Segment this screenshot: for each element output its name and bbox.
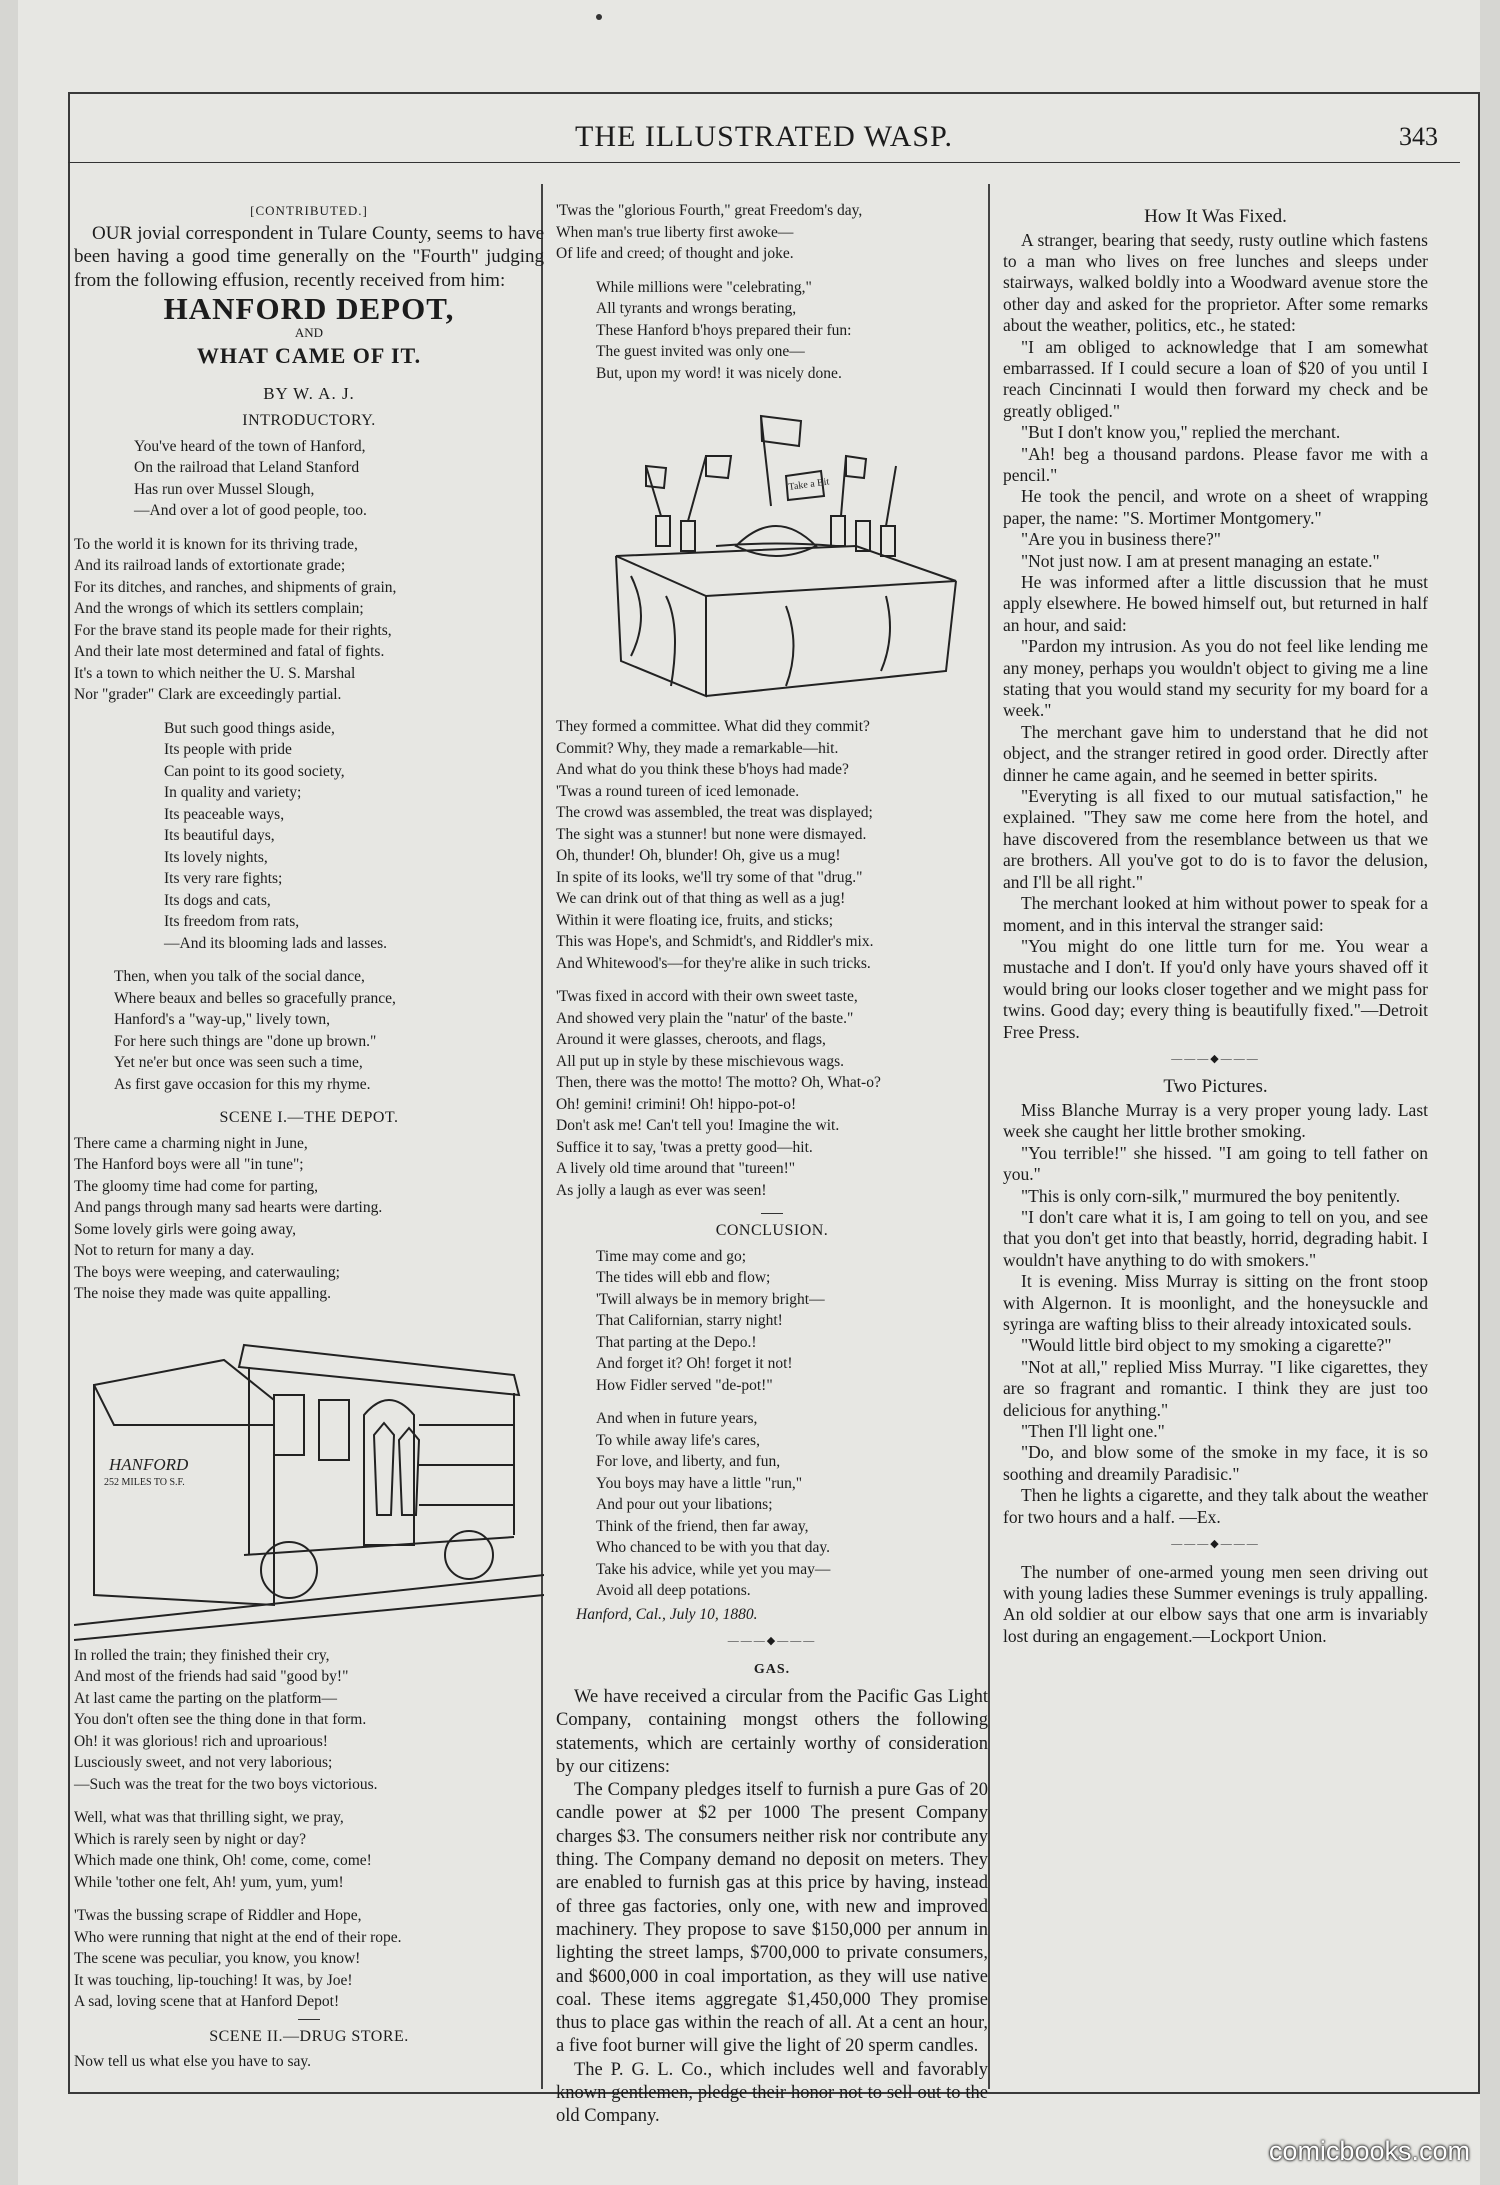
verse-line: Its freedom from rats,	[164, 913, 300, 930]
verse-line: Oh! it was glorious! rich and uproarious!	[74, 1732, 328, 1750]
article-title: Two Pictures.	[1163, 1076, 1268, 1098]
verse-line: Don't ask me! Can't tell you! Imagine the wit.	[556, 1117, 840, 1134]
paragraph: "I don't care what it is, I am going to tell on you, and see that you don't get into that beastly, horrid, degrading habit. I wouldn't have anything to do with smokers."	[1003, 1206, 1428, 1270]
verse-line: Some lovely girls were going away,	[74, 1220, 296, 1238]
verse-line: Its beautiful days,	[164, 827, 275, 844]
paragraph: "This is only corn-silk," murmured the boy penitently.	[1021, 1185, 1401, 1206]
poem-subtitle: WHAT CAME OF IT.	[196, 343, 422, 368]
paragraph: It is evening. Miss Murray is sitting on the front stoop with Algernon. It is moonlight, and the honeysuckle and syringa are wafting bliss to their already intoxicated souls.	[1003, 1271, 1428, 1334]
depot-train-illustration	[74, 1305, 544, 1645]
verse-line: And Whitewood's—for they're alike in such tricks.	[556, 954, 871, 972]
verse-line: Oh! gemini! crimini! Oh! hippo-pot-o!	[556, 1095, 797, 1113]
verse-line: And showed very plain the "natur' of the baste."	[556, 1009, 854, 1027]
verse-line: Think of the friend, then far away,	[596, 1517, 809, 1535]
verse-line: The tides will ebb and flow;	[596, 1269, 771, 1286]
verse-line: To while away life's cares,	[596, 1431, 760, 1449]
verse-line: The scene was peculiar, you know, you know!	[74, 1950, 361, 1967]
column-3	[1003, 200, 1428, 1647]
stanza	[74, 534, 544, 706]
paragraph: We have received a circular from the Pacific Gas Light Company, containing mongst others the following statements, which are certainly worthy of consideration by our citizens:	[556, 1687, 988, 1777]
verse-line: 'Twas the bussing scrape of Riddler and Hope,	[74, 1907, 362, 1924]
verse-line: And most of the friends had said "good by!"	[74, 1668, 349, 1685]
paragraph: "Are you in business there?"	[1021, 529, 1221, 550]
publication-title: THE ILLUSTRATED WASP.	[575, 120, 953, 153]
verse-line: They formed a committee. What did they commit?	[556, 718, 870, 735]
verse-line: And pour out your libations;	[596, 1496, 773, 1513]
paragraph: "You terrible!" she hissed. "I am going to tell father on you."	[1003, 1142, 1428, 1185]
gas-article	[556, 1686, 988, 2129]
paragraph: "Then I'll light one."	[1021, 1421, 1165, 1442]
verse-line: As jolly a laugh as ever was seen!	[556, 1181, 767, 1199]
verse-line: Oh, thunder! Oh, blunder! Oh, give us a mug!	[556, 847, 841, 864]
poem-title: HANFORD DEPOT,	[163, 291, 455, 326]
verse-line: For its ditches, and ranches, and shipments of grain,	[74, 578, 397, 596]
column-rule-2	[988, 184, 990, 2089]
verse-line: Well, what was that thrilling sight, we pray,	[74, 1809, 344, 1826]
divider	[298, 2019, 320, 2020]
paragraph: "Not at all," replied Miss Murray. "I like cigarettes, they are so fragrant and romantic. I think they are just too delicious for anything."	[1003, 1356, 1428, 1420]
verse-line: —Such was the treat for the two boys victorious.	[74, 1775, 378, 1793]
paragraph: The merchant gave him to understand that he did not object, and the stranger retired in good order. Directly after dinner he came again, and he seemed in better spirits.	[1003, 721, 1428, 785]
verse-line: Its people with pride	[164, 741, 292, 758]
verse-line: Within it were floating ice, fruits, and sticks;	[556, 911, 834, 929]
verse-line: You boys may have a little "run,"	[596, 1474, 803, 1492]
divider	[761, 1213, 783, 1214]
scene-2-heading: SCENE II.—DRUG STORE.	[209, 2027, 409, 2045]
verse-line: Hanford's a "way-up," lively town,	[114, 1011, 331, 1028]
paragraph: He took the pencil, and wrote on a sheet of wrapping paper, the name: "S. Mortimer Montgomery."	[1003, 486, 1428, 528]
verse-line: And the wrongs of which its settlers complain;	[74, 600, 364, 617]
stanza	[556, 716, 988, 974]
conclusion-heading: CONCLUSION.	[715, 1222, 829, 1239]
page-header	[68, 118, 1460, 163]
verse-line: And when in future years,	[596, 1410, 758, 1427]
verse-line: Take his advice, while yet you may—	[596, 1560, 831, 1578]
verse-line: You've heard of the town of Hanford,	[134, 437, 366, 455]
verse-line: But, upon my word! it was nicely done.	[596, 364, 842, 382]
article-title: How It Was Fixed.	[1144, 206, 1287, 227]
verse-line: All put up in style by these mischievous wags.	[556, 1052, 845, 1070]
verse-line: Its peaceable ways,	[164, 805, 285, 823]
signoff: Hanford, Cal., July 10, 1880.	[576, 1605, 758, 1623]
verse-line: Who chanced to be with you that day.	[596, 1539, 831, 1556]
verse-line: Has run over Mussel Slough,	[134, 480, 315, 498]
verse-line: Where beaux and belles so gracefully prance,	[114, 989, 396, 1007]
stanza	[556, 200, 988, 265]
paragraph: "I am obliged to acknowledge that I am somewhat embarrassed. If I could secure a loan of $20 of you until I reach Cincinnati I would then forward my check and be greatly obliged."	[1003, 336, 1428, 421]
contributed-tag: [CONTRIBUTED.]	[250, 203, 368, 218]
verse-line: All tyrants and wrongs berating,	[596, 300, 797, 317]
verse-line: And pangs through many sad hearts were darting.	[74, 1199, 383, 1216]
stanza	[74, 718, 544, 955]
verse-line: —And its blooming lads and lasses.	[164, 934, 388, 952]
ornament-divider: ———◆———	[1171, 1538, 1260, 1551]
verse-line: —And over a lot of good people, too.	[134, 502, 367, 519]
verse-line: For love, and liberty, and fun,	[596, 1453, 781, 1470]
verse-line: Then, when you talk of the social dance,	[114, 968, 365, 985]
verse-line: At last came the parting on the platform—	[74, 1689, 337, 1707]
paragraph: The number of one-armed young men seen driving out with young ladies these Summer evenings is truly appalling. An old soldier at our elbow says that one arm is invariably lost during an engagement.—Lockport Union.	[1003, 1561, 1428, 1646]
verse-line: Not to return for many a day.	[74, 1242, 255, 1259]
verse-line: The sight was a stunner! but none were dismayed.	[556, 825, 867, 843]
verse-line: It's a town to which neither the U. S. Marshal	[74, 664, 356, 682]
depot-sign-distance: 252 MILES TO S.F.	[104, 1476, 185, 1488]
newspaper-page	[18, 0, 1480, 2185]
stanza	[556, 1246, 988, 1397]
ornament-divider: ———◆———	[727, 1635, 817, 1647]
paragraph: "You might do one little turn for me. You wear a mustache and I don't. If you'd only have yours shaved off it would bring our looks closer together and we might pass for twins. Good day; every thing is beautifully fixed."—Detroit Free Press.	[1003, 935, 1428, 1042]
verse-line: These Hanford b'hoys prepared their fun:	[596, 321, 852, 339]
stanza	[74, 966, 544, 1095]
byline: BY W. A. J.	[263, 383, 355, 403]
column-2	[556, 200, 988, 2129]
verse-line: On the railroad that Leland Stanford	[134, 459, 360, 476]
paragraph: "But I don't know you," replied the merchant.	[1021, 422, 1341, 443]
section-introductory: INTRODUCTORY.	[242, 412, 376, 429]
verse-line: Now tell us what else you have to say.	[74, 2053, 312, 2070]
depot-sign: HANFORD	[109, 1454, 189, 1474]
verse-line: In quality and variety;	[164, 784, 302, 801]
verse-line: Around it were glasses, cheroots, and flags,	[556, 1031, 826, 1048]
verse-line: 'Twill always be in memory bright—	[596, 1290, 825, 1308]
intro-paragraph: OUR jovial correspondent in Tulare County, seems to have been having a good time generally on the "Fourth" judging from the following effusion, recently received from him:	[74, 222, 544, 291]
verse-line: Then, there was the motto! The motto? Oh, What-o?	[556, 1074, 881, 1091]
verse-line: Can point to its good society,	[164, 762, 345, 780]
verse-line: You don't often see the thing done in that form.	[74, 1711, 367, 1728]
paragraph: The merchant looked at him without power to speak for a moment, and in this interval the stranger said:	[1003, 893, 1428, 935]
stanza	[74, 1905, 544, 2013]
stanza	[556, 277, 988, 385]
paragraph: A stranger, bearing that seedy, rusty outline which fastens to a man who lives on free lunches and sleeps under stairways, walked boldly into a Woodward avenue store the other day and asked for the proprietor. After some remarks about the weather, politics, etc., he stated:	[1003, 229, 1428, 336]
verse-line: There came a charming night in June,	[74, 1134, 308, 1152]
verse-line: In rolled the train; they finished their cry,	[74, 1646, 330, 1664]
verse-line: To the world it is known for its thriving trade,	[74, 535, 358, 553]
verse-line: How Fidler served "de-pot!"	[596, 1376, 773, 1394]
verse-line: Time may come and go;	[596, 1247, 747, 1265]
stanza	[556, 986, 988, 1201]
verse-line: Which is rarely seen by night or day?	[74, 1830, 306, 1848]
verse-line: Yet ne'er but once was seen such a time,	[114, 1054, 363, 1071]
paragraph: "Ah! beg a thousand pardons. Please favor me with a pencil."	[1003, 443, 1428, 485]
scene-1-heading: SCENE I.—THE DEPOT.	[219, 1109, 399, 1126]
verse-line: The gloomy time had come for parting,	[74, 1177, 319, 1195]
verse-line: 'Twas fixed in accord with their own sweet taste,	[556, 988, 858, 1005]
ornament-divider: ———◆———	[1171, 1052, 1260, 1065]
verse-line: That parting at the Depo.!	[596, 1333, 757, 1351]
verse-line: As first gave occasion for this my rhyme.	[114, 1075, 371, 1093]
verse-line: Who were running that night at the end of their rope.	[74, 1928, 402, 1946]
tureen-table-illustration	[556, 396, 988, 716]
verse-line: This was Hope's, and Schmidt's, and Riddler's mix.	[556, 933, 874, 950]
verse-line: For here such things are "done up brown."	[114, 1032, 377, 1050]
tureen-sign: Take a Bit	[787, 476, 830, 493]
paragraph: "Everyting is all fixed to our mutual satisfaction," he explained. "They saw me come here from the hotel, and have discovered from the resemblance between us that we are brothers. All you've got to do is to favor the delusion, and I'll be all right."	[1003, 786, 1428, 892]
verse-line: For the brave stand its people made for their rights,	[74, 621, 392, 639]
verse-line: Which made one think, Oh! come, come, come!	[74, 1852, 372, 1869]
paragraph: "Pardon my intrusion. As you do not feel like lending me any money, perhaps you wouldn't object to giving me a line stating that you would stand my security for my board for a week."	[1003, 636, 1428, 721]
verse-line: When man's true liberty first awoke—	[556, 223, 794, 241]
paragraph: The P. G. L. Co., which includes well and favorably known gentlemen, pledge their honor not to sell out to the old Company.	[556, 2059, 988, 2127]
poem-title-and: AND	[294, 324, 324, 340]
paragraph: "Would little bird object to my smoking a cigarette?"	[1021, 1335, 1392, 1356]
paragraph: He was informed after a little discussion that he must apply elsewhere. He bowed himself out, but returned in half an hour, and said:	[1003, 572, 1428, 635]
stanza	[74, 1645, 544, 1796]
column-1	[74, 200, 544, 2073]
verse-line: While 'tother one felt, Ah! yum, yum, yum!	[74, 1873, 344, 1891]
paragraph: Miss Blanche Murray is a very proper young lady. Last week she caught her little brother smoking.	[1003, 1099, 1428, 1142]
page-number: 343	[1399, 122, 1438, 151]
verse-line: A sad, loving scene that at Hanford Depot!	[74, 1993, 340, 2010]
verse-line: 'Twas a round tureen of iced lemonade.	[556, 782, 800, 800]
stanza	[74, 1807, 544, 1893]
verse-line: Of life and creed; of thought and joke.	[556, 245, 794, 262]
verse-line: 'Twas the "glorious Fourth," great Freedom's day,	[556, 202, 863, 219]
verse-line: The Hanford boys were all "in tune";	[74, 1156, 304, 1173]
paragraph: Then he lights a cigarette, and they talk about the weather for two hours and a half. —Ex.	[1003, 1485, 1428, 1527]
verse-line: A lively old time around that "tureen!"	[556, 1160, 796, 1177]
verse-line: And their late most determined and fatal of fights.	[74, 643, 385, 660]
verse-line: It was touching, lip-touching! It was, by Joe!	[74, 1971, 353, 1989]
article-one-armed	[1003, 1562, 1428, 1648]
stanza	[556, 1408, 988, 1602]
verse-line: And what do you think these b'hoys had made?	[556, 761, 849, 778]
verse-line: Commit? Why, they made a remarkable—hit.	[556, 739, 839, 757]
article-how-it-was-fixed	[1003, 230, 1428, 1043]
stanza	[74, 1133, 544, 1305]
article-two-pictures	[1003, 1100, 1428, 1528]
verse-line: And forget it? Oh! forget it not!	[596, 1355, 793, 1372]
paragraph: "Do, and blow some of the smoke in my face, it is so soothing and dreamily Paradisic."	[1003, 1442, 1428, 1484]
verse-line: The crowd was assembled, the treat was displayed;	[556, 804, 873, 821]
verse-line: Lusciously sweet, and not very laborious;	[74, 1754, 333, 1771]
verse-line: The guest invited was only one—	[596, 343, 805, 360]
paragraph: The Company pledges itself to furnish a pure Gas of 20 candle power at $2 per 1000 The present Company charges $3. The consumers neither risk nor contribute any thing. The Company demand no deposit on meters. They are enabled to furnish gas at this price by having, instead of three gas factories, only one, with new and improved machinery. They propose to save $150,000 per annum in lighting the street lamps, $700,000 to private consumers, and $600,000 in coal importation, as they will use native coal. These items aggregate $1,450,000 They promise thus to place gas within the reach of all. At a cent an hour, a five foot burner will give the light of 20 sperm candles.	[556, 1780, 988, 2057]
verse-line: Avoid all deep potations.	[596, 1582, 751, 1599]
verse-line: And its railroad lands of extortionate grade;	[74, 557, 346, 574]
paragraph: "Not just now. I am at present managing an estate."	[1021, 550, 1380, 571]
verse-line: Its lovely nights,	[164, 848, 268, 866]
watermark: comicbooks.com	[1268, 2136, 1470, 2166]
stanza	[74, 436, 544, 522]
gas-heading: GAS.	[753, 1661, 791, 1677]
verse-line: That Californian, starry night!	[596, 1312, 783, 1329]
verse-line: We can drink out of that thing as well as a jug!	[556, 890, 846, 907]
verse-line: But such good things aside,	[164, 719, 335, 737]
verse-line: The noise they made was quite appalling.	[74, 1285, 331, 1302]
verse-line: In spite of its looks, we'll try some of that "drug."	[556, 868, 863, 886]
verse-line: While millions were "celebrating,"	[596, 278, 812, 296]
print-speck	[596, 14, 602, 20]
verse-line: Suffice it to say, 'twas a pretty good—hit.	[556, 1138, 813, 1156]
verse-line: Its very rare fights;	[164, 870, 283, 887]
verse-line: The boys were weeping, and caterwauling;	[74, 1263, 340, 1281]
verse-line: Its dogs and cats,	[164, 891, 271, 909]
verse-line: Nor "grader" Clark are exceedingly partial.	[74, 686, 342, 703]
